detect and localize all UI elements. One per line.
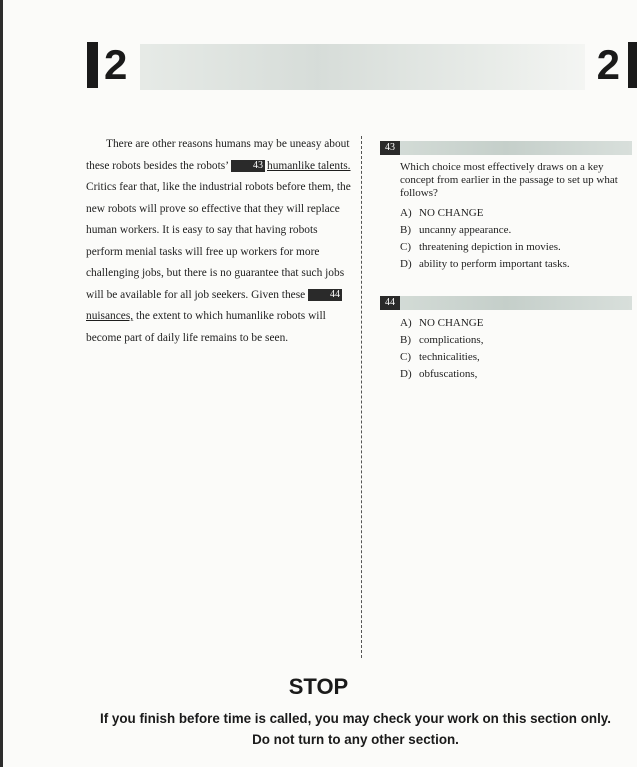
option-43-b[interactable]: B) uncanny appearance. — [400, 224, 512, 236]
option-44-b[interactable]: B) complications, — [400, 334, 484, 346]
passage — [86, 134, 356, 349]
passage-text-mid: Critics fear that, like the industrial robots before them, the new robots will prove so effective that they will replace human workers. It is easy to say that having robots perform menial tasks will free up workers for more challenging jobs, but there is no guarantee that such jobs will be available for all job seekers. Given these — [86, 181, 351, 301]
question-header-44 — [380, 296, 632, 310]
option-44-a[interactable]: A) NO CHANGE — [400, 317, 484, 329]
page-edge — [0, 0, 3, 767]
option-43-a[interactable]: A) NO CHANGE — [400, 207, 484, 219]
question-marker-43[interactable]: 43 — [231, 160, 265, 172]
section-number-right: 2 — [596, 41, 620, 88]
answer-options-44 — [400, 315, 483, 383]
answer-options-43 — [400, 205, 570, 273]
passage-text-after-44: the extent to which humanlike robots will become part of daily life remains to be seen. — [86, 310, 326, 344]
section-bar-left — [87, 42, 98, 88]
option-44-d[interactable]: D) obfuscations, — [400, 368, 478, 380]
option-43-c[interactable]: C) threatening depiction in movies. — [400, 241, 561, 253]
stop-instructions — [0, 708, 637, 750]
question-number-43: 43 — [380, 141, 400, 155]
question-marker-44[interactable]: 44 — [308, 289, 342, 301]
passage-text-before-43: There are other reasons humans may be uneasy about these robots besides the robots’ — [86, 138, 350, 172]
question-number-44: 44 — [380, 296, 400, 310]
question-stem-43: Which choice most effectively draws on a key concept from earlier in the passage to set up what follows? — [400, 161, 618, 199]
section-bar-right — [628, 42, 637, 88]
section-marker-right — [597, 42, 637, 88]
underlined-text-44[interactable]: nuisances, — [86, 310, 134, 322]
header-band — [140, 44, 585, 90]
stop-instruction-line-2: Do not turn to any other section. — [252, 732, 459, 747]
column-divider — [361, 136, 362, 658]
underlined-text-43[interactable]: humanlike talents. — [267, 159, 351, 172]
option-44-c[interactable]: C) technicalities, — [400, 351, 480, 363]
section-number-left: 2 — [104, 41, 128, 88]
question-header-43 — [380, 141, 632, 155]
passage-paragraph — [86, 134, 356, 349]
stop-heading: STOP — [288, 674, 349, 699]
option-43-d[interactable]: D) ability to perform important tasks. — [400, 258, 570, 270]
section-marker-left — [87, 42, 127, 88]
stop-instruction-line-1: If you finish before time is called, you may check your work on this section only. — [100, 711, 611, 726]
